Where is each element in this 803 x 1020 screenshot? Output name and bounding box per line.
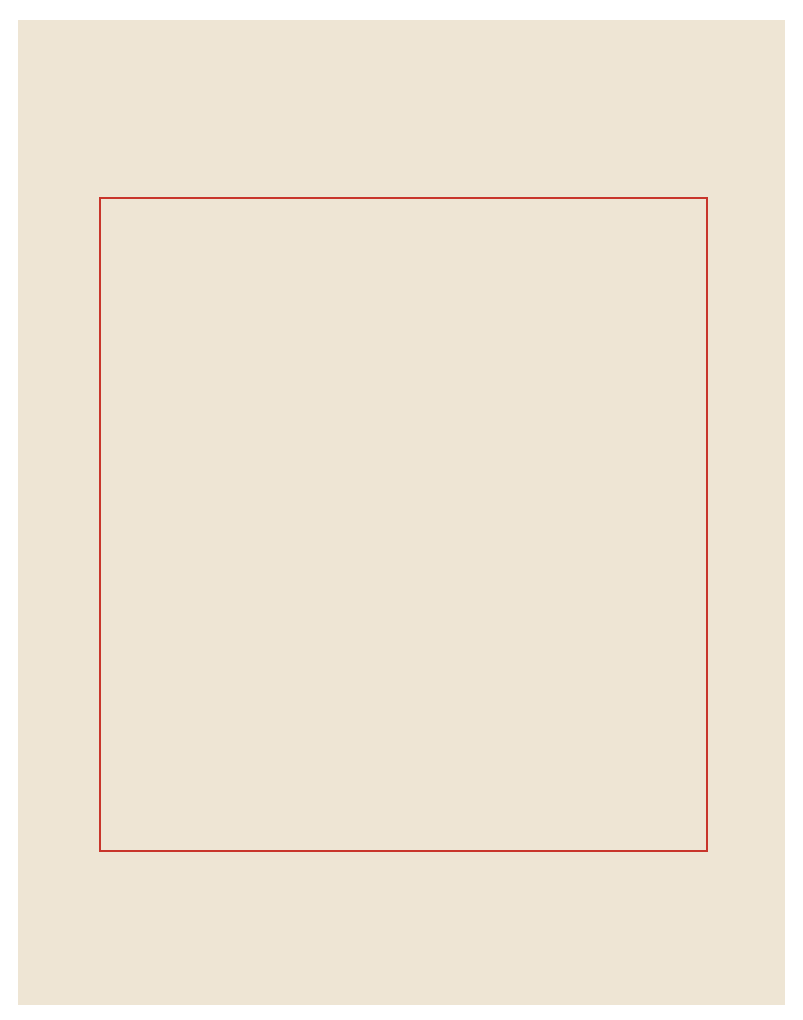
red-frame: [99, 197, 708, 852]
